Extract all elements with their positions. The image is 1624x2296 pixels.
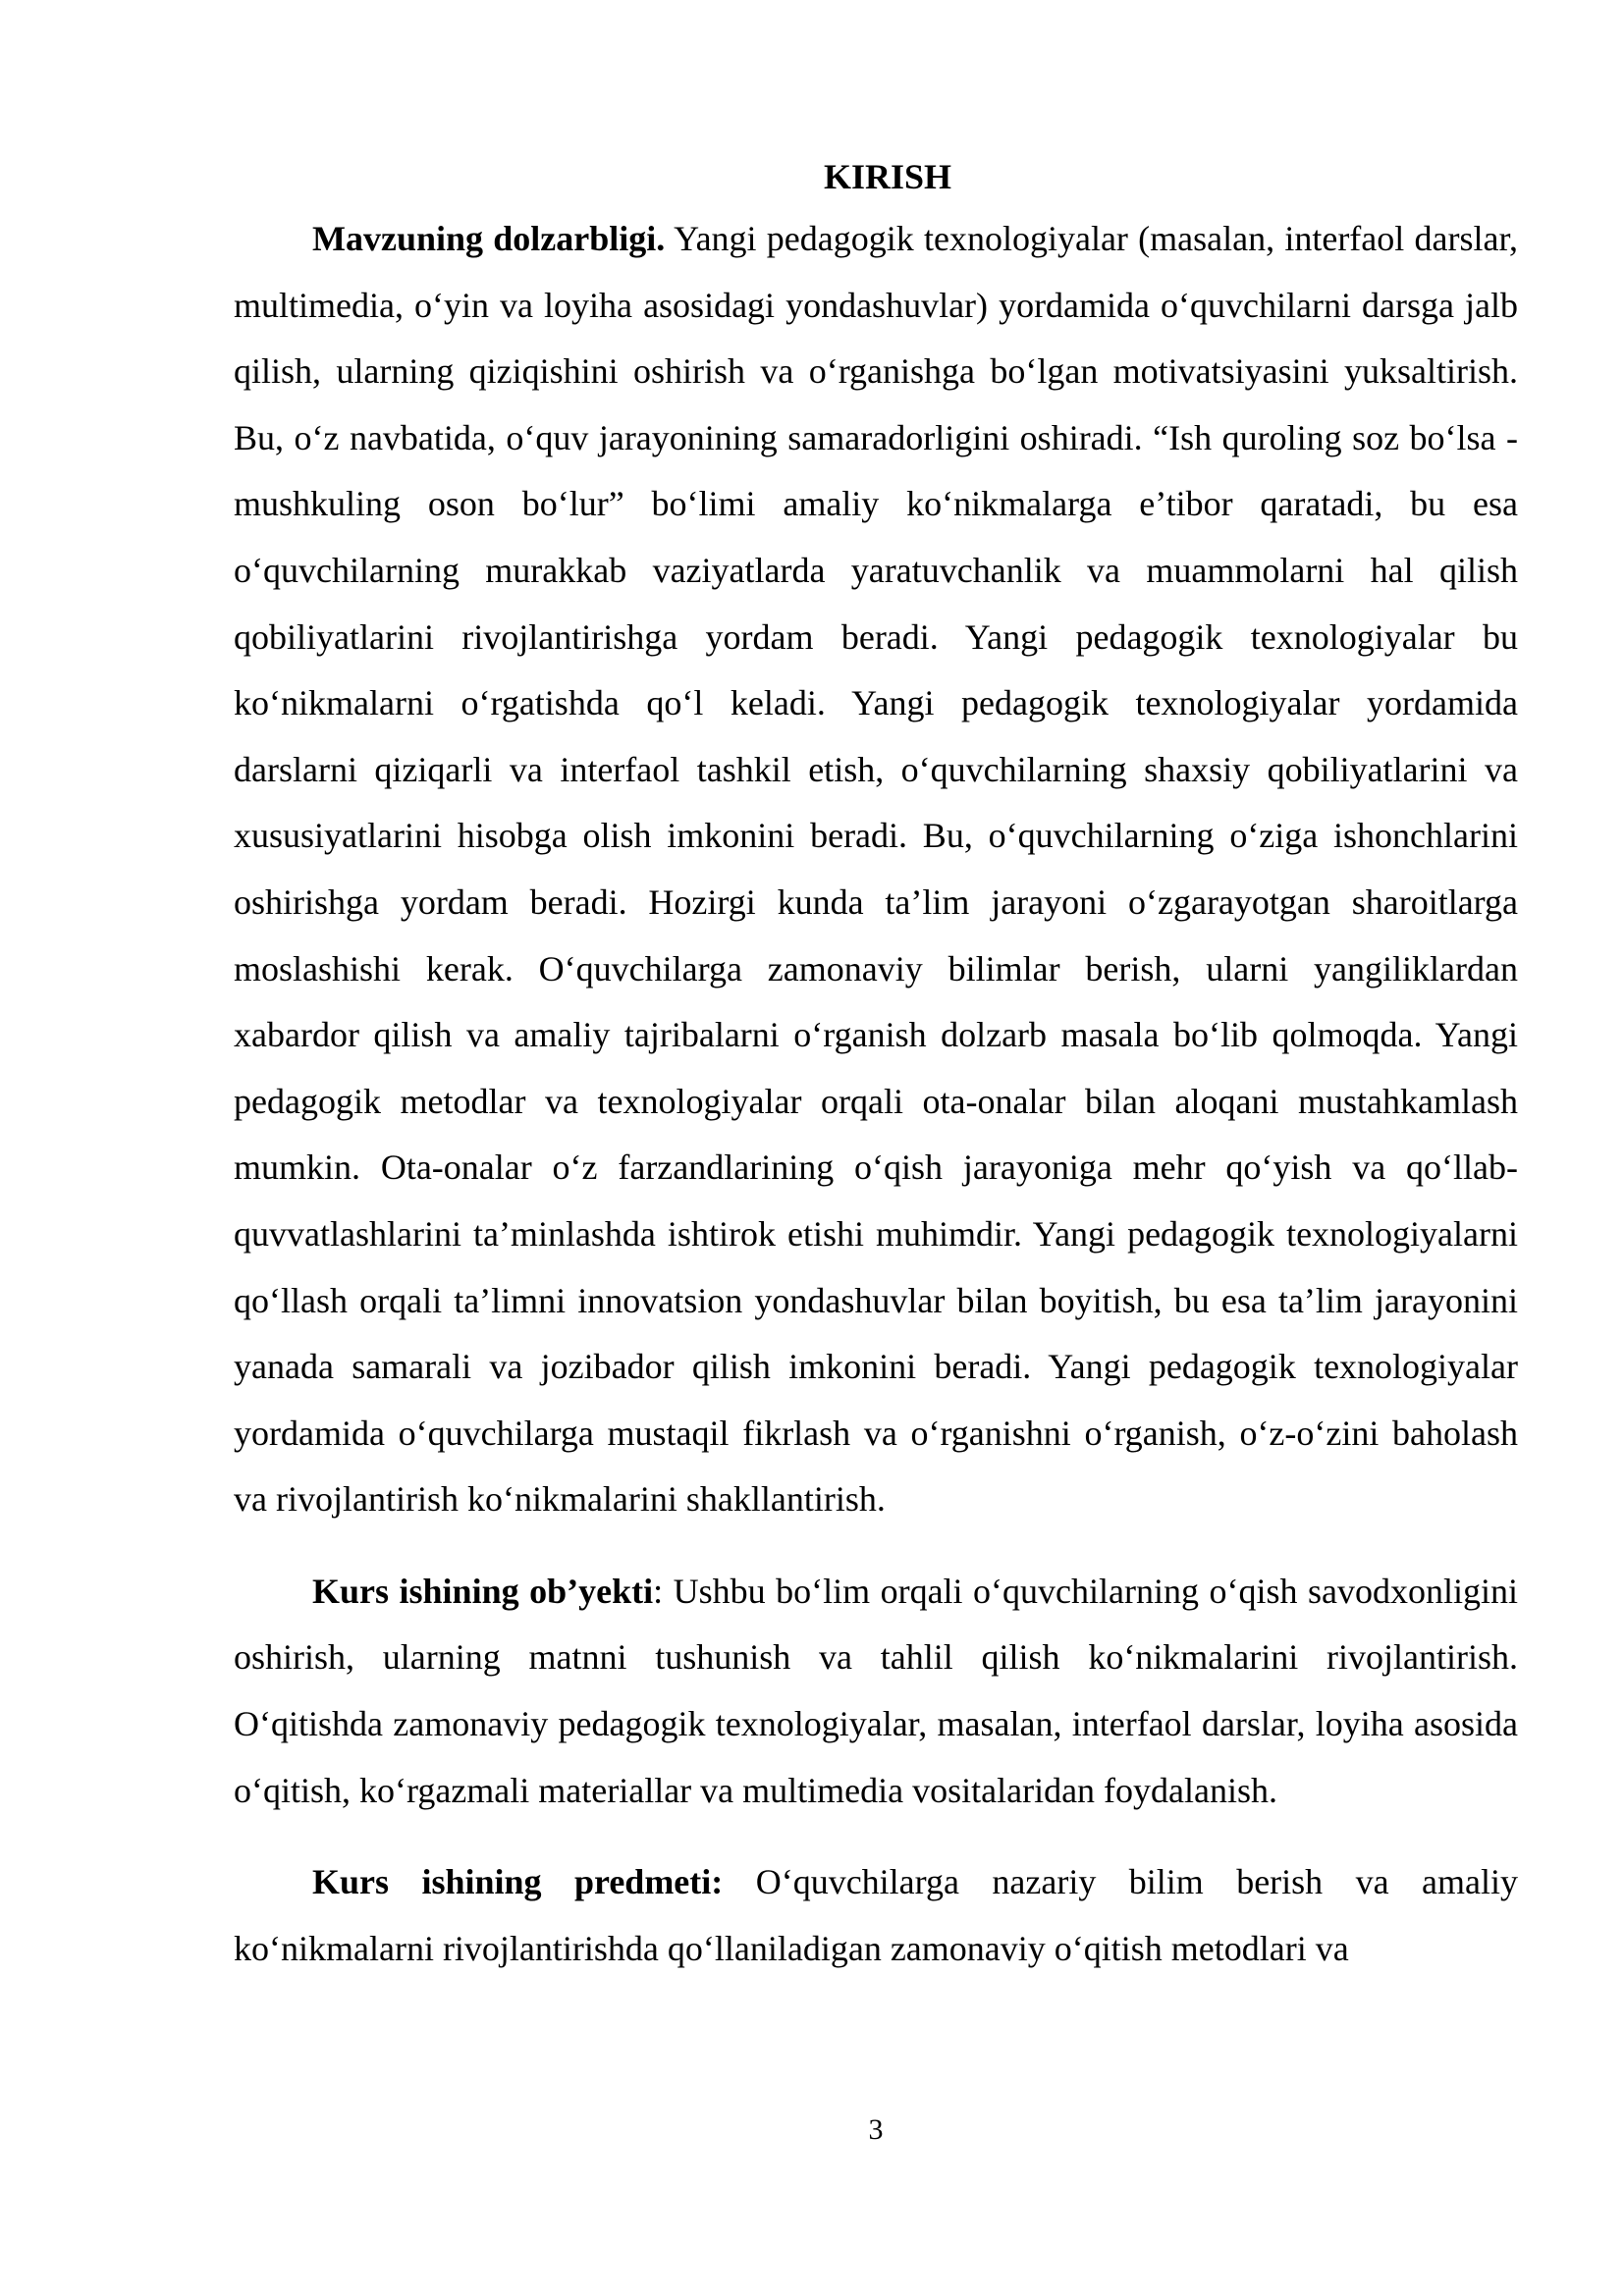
paragraph-relevance bbox=[234, 206, 1518, 1533]
paragraph-text: : Ushbu bo‘lim orqali o‘quvchilarning o‘qish savodxonligini oshirish, ularning matnni tushunish va tahlil qilish ko‘nikmalarini rivojlantirish. O‘qitishda zamonaviy pedagogik texnologiyalar, masalan, interfaol darslar, loyiha asosida o‘qitish, ko‘rgazmali materiallar va multimedia vositalaridan foydalanish. bbox=[234, 1571, 1518, 1810]
section-title: KIRISH bbox=[823, 157, 952, 196]
paragraph-text: Yangi pedagogik texnologiyalar (masalan, interfaol darslar, multimedia, o‘yin va loyiha asosidagi yondashuvlar) yordamida o‘quvchilarni darsga jalb qilish, ularning qiziqishini oshirish va o‘rganishga bo‘lgan motivatsiyasini yuksaltirish. Bu, o‘z navbatida, o‘quv jarayonining samaradorligini oshiradi. “Ish quroling soz bo‘lsa - mushkuling oson bo‘lur” bo‘limi amaliy ko‘nikmalarga e’tibor qaratadi, bu esa o‘quvchilarning murakkab vaziyatlarda yaratuvchanlik va muammolarni hal qilish qobiliyatlarini rivojlantirishga yordam beradi. Yangi pedagogik texnologiyalar bu ko‘nikmalarni o‘rgatishda qo‘l keladi. Yangi pedagogik texnologiyalar yordamida darslarni qiziqarli va interfaol tashkil etish, o‘quvchilarning shaxsiy qobiliyatlarini va xususiyatlarini hisobga olish imkonini beradi. Bu, o‘quvchilarning o‘ziga ishonchlarini oshirishga yordam beradi. Hozirgi kunda ta’lim jarayoni o‘zgarayotgan sharoitlarga moslashishi kerak. O‘quvchilarga zamonaviy bilimlar berish, ularni yangiliklardan xabardor qilish va amaliy tajribalarni o‘rganish dolzarb masala bo‘lib qolmoqda. Yangi pedagogik metodlar va texnologiyalar orqali ota-onalar bilan aloqani mustahkamlash mumkin. Ota-onalar o‘z farzandlarining o‘qish jarayoniga mehr qo‘yish va qo‘llab-quvvatlashlarini ta’minlashda ishtirok etishi muhimdir. Yangi pedagogik texnologiyalarni qo‘llash orqali ta’limni innovatsion yondashuvlar bilan boyitish, bu esa ta’lim jarayonini yanada samarali va jozibador qilish imkonini beradi. Yangi pedagogik texnologiyalar yordamida o‘quvchilarga mustaqil fikrlash va o‘rganishni o‘rganish, o‘z-o‘zini baholash va rivojlantirish ko‘nikmalarini shakllantirish. bbox=[234, 219, 1519, 1520]
page-content bbox=[234, 147, 1518, 1982]
paragraph-lead: Kurs ishining ob’yekti bbox=[312, 1571, 654, 1611]
paragraph-object bbox=[234, 1559, 1518, 1824]
paragraph-subject bbox=[234, 1849, 1518, 1982]
paragraph-text: O‘quvchilarga nazariy bilim berish va amaliy ko‘nikmalarni rivojlantirishda qo‘llaniladigan zamonaviy o‘qitish metodlari va bbox=[234, 1862, 1518, 1968]
page-number: 3 bbox=[868, 2113, 884, 2146]
paragraph-lead: Mavzuning dolzarbligi. bbox=[312, 219, 666, 258]
paragraph-lead: Kurs ishining predmeti: bbox=[312, 1862, 724, 1902]
